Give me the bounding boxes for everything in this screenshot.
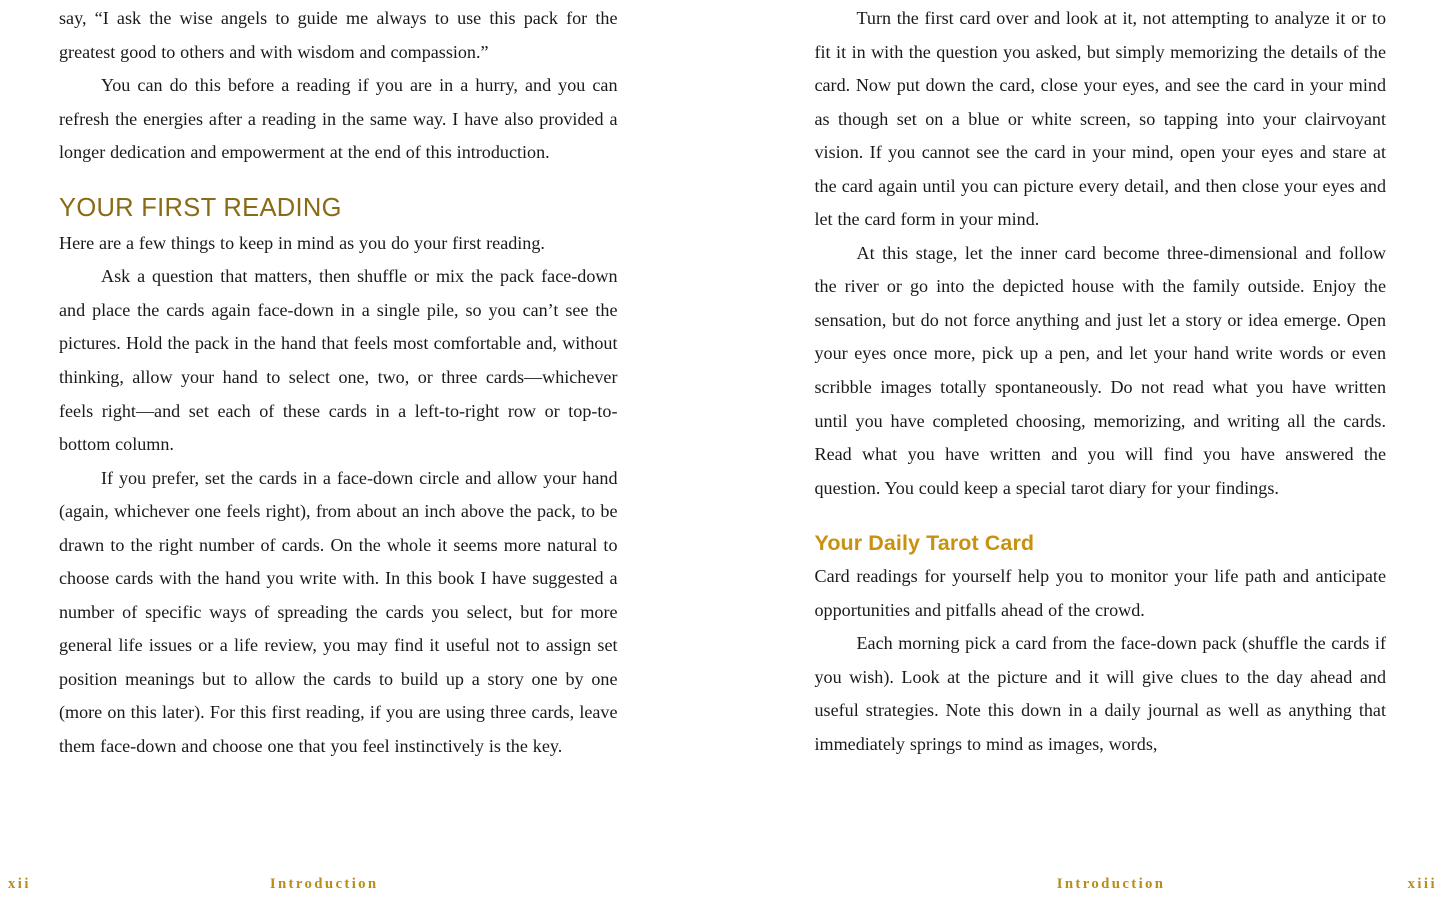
left-page-footer	[0, 861, 723, 907]
body-paragraph: You can do this before a reading if you are in a hurry, and you can refresh the energies after a reading in the same way. I have also provided a longer dedication and empowerment at the end of this introduction.	[59, 75, 618, 163]
section-heading: YOUR FIRST READING	[59, 193, 342, 222]
folio-left: xii	[8, 875, 31, 892]
right-page-footer	[723, 861, 1445, 907]
folio-right: xiii	[1407, 875, 1437, 892]
body-paragraph: At this stage, let the inner card become three-dimensional and follow the river or go into the depicted house with the family outside. Enjoy the sensation, but do not force anything and just let a story or idea emerge. Open your eyes once more, pick up a pen, and let your hand write words or even scribble images totally spontaneously. Do not read what you have written until you have completed choosing, memorizing, and writing all the cards. Read what you have written and you will find you have answered the question. You could keep a special tarot diary for your findings.	[814, 242, 1386, 498]
body-paragraph: Turn the first card over and look at it, not attempting to analyze it or to fit it in with the question you asked, but simply memorizing the details of the card. Now put down the card, close your eyes, and see the card in your mind as though set on a blue or white screen, so tapping into your clairvoyant vision. If you cannot see the card in your mind, open your eyes and stare at the card again until you can picture every detail, and then close your eyes and let the card form in your mind.	[814, 8, 1386, 230]
page-right	[723, 0, 1445, 907]
body-paragraph: Here are a few things to keep in mind as you do your first reading.	[59, 232, 545, 253]
sub-heading: Your Daily Tarot Card	[814, 531, 1035, 556]
left-column-text	[59, 0, 618, 764]
body-paragraph: say, “I ask the wise angels to guide me always to use this pack for the greatest good to others and with wisdom and compassion.”	[59, 8, 618, 62]
body-paragraph: If you prefer, set the cards in a face-down circle and allow your hand (again, whichever one feels right), from about an inch above the pack, to be drawn to the right number of cards. On the whole it seems more natural to choose cards with the hand you write with. In this book I have suggested a number of specific ways of spreading the cards you select, but for more general life issues or a life review, you may find it useful not to assign set position meanings but to allow the cards to build up a story one by one (more on this later). For this first reading, if you are using three cards, leave them face-down and choose one that you feel instinctively is the key.	[59, 467, 618, 757]
body-paragraph: Ask a question that matters, then shuffle or mix the pack face-down and place the cards again face-down in a single pile, so you can’t see the pictures. Hold the pack in the hand that feels most comfortable and, without thinking, allow your hand to select one, two, or three cards—whichever feels right—and set each of these cards in a left-to-right row or top-to-bottom column.	[59, 266, 618, 455]
running-head-left: Introduction	[269, 875, 379, 892]
right-column-text	[815, 0, 1387, 761]
body-paragraph: Each morning pick a card from the face-down pack (shuffle the cards if you wish). Look at the picture and it will give clues to the day ahead and useful strategies. Note this down in a daily journal as well as anything that immediately springs to mind as images, words,	[814, 633, 1386, 754]
running-head-right: Introduction	[1056, 875, 1166, 892]
body-paragraph: Card readings for yourself help you to monitor your life path and anticipate opportunities and pitfalls ahead of the crowd.	[814, 566, 1386, 620]
